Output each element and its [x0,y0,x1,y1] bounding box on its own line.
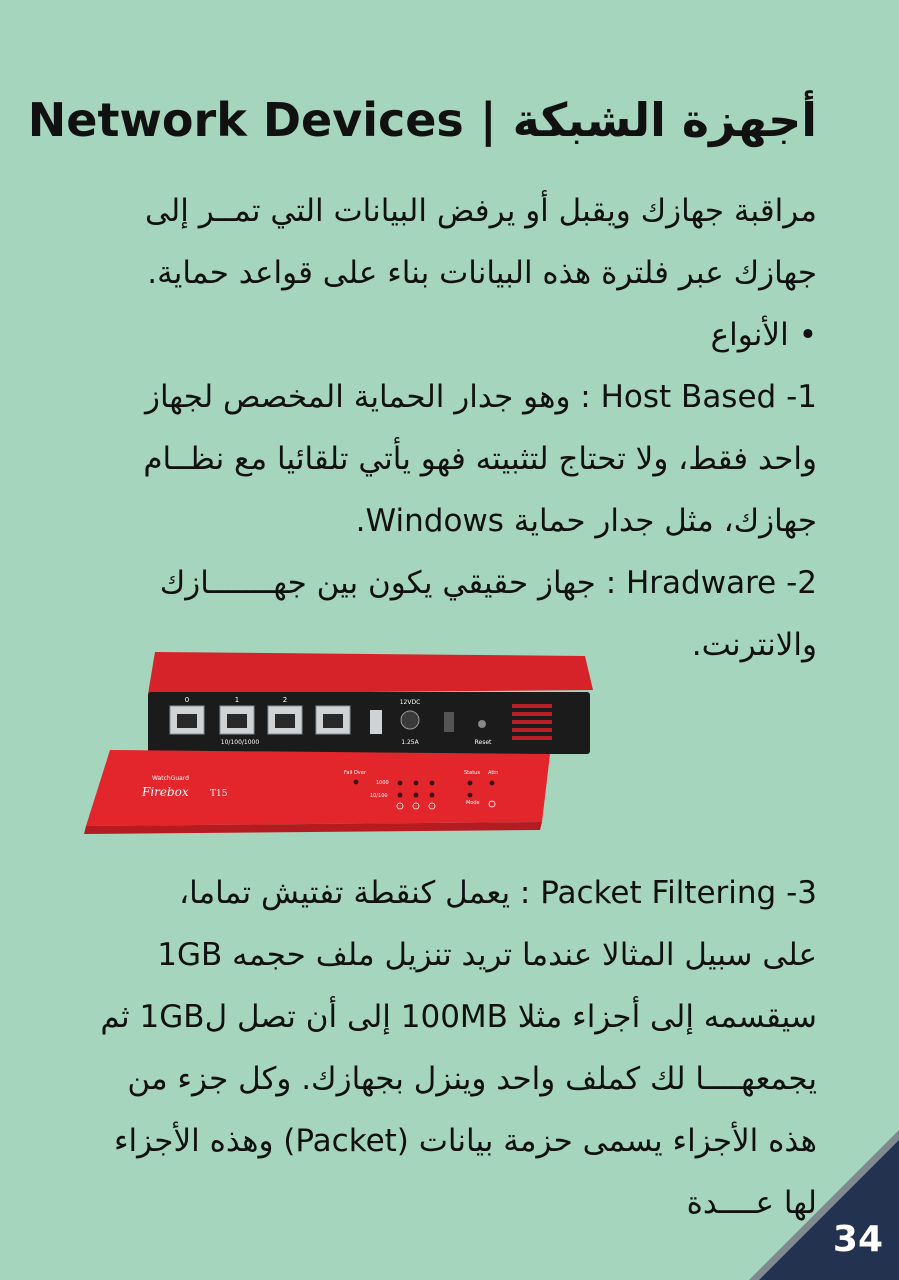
port-speed-label: 10/100/1000 [220,739,260,746]
amp-label: 1.25A [401,739,419,746]
firewall-device-image [80,640,600,840]
led-attn-label: Attn [488,770,499,776]
intro-line-2: جهازك عبر فلترة هذه البيانات بناء على قواعد حماية. [147,255,817,291]
reset-label: Reset [474,739,492,746]
item1-line-2: واحد فقط، ولا تحتاج لتثبيته فهو يأتي تلقائيا مع نظــام [143,441,817,477]
port-label-2: 2 [282,696,288,704]
item1-line-1: 1- Host Based : وهو جدار الحماية المخصص لجهاز [144,379,817,415]
led-status-label: Status [464,770,480,776]
types-heading-line [57,304,817,366]
item3-line-1: 3- Packet Filtering : يعمل كنقطة تفتيش تماما، [179,875,817,911]
item3-line-2: على سبيل المثالا عندما تريد تنزيل ملف حجمه 1GB [157,937,817,973]
led-mode-label: Mode [466,800,480,806]
item3-line-5: هذه الأجزاء يسمى حزمة بيانات (Packet) وهذه الأجزاء [113,1123,817,1159]
item3-line-4: يجمعهــــا لك كملف واحد وينزل بجهازك. وكل جزء من [127,1061,817,1097]
page-number: 34 [832,1219,883,1260]
types-heading: الأنواع [710,317,789,353]
item3-line-3: سيقسمه إلى أجزاء مثلا 100MB إلى أن تصل ل1GB ثم [100,999,817,1035]
page-title: أجهزة الشبكة | Network Devices [27,93,817,147]
body-text-bottom [57,862,817,1234]
item1-line-3: جهازك، مثل جدار حماية Windows. [355,503,817,539]
power-label: 12VDC [399,699,421,706]
bullet-marker: • [798,317,817,353]
brand-small: WatchGuard [152,775,189,782]
item2-line-2: والانترنت. [691,627,817,663]
intro-line-1: مراقبة جهازك ويقبل أو يرفض البيانات التي تمــر إلى [144,193,817,229]
body-text-top [57,180,817,676]
item2-line-1: 2- Hradware : جهاز حقيقي يكون بين جهـــــــازك [159,565,817,601]
led-1000-label: 1000 [376,780,389,786]
port-label-0: 0 [184,696,190,704]
item3-line-6: لها عــــدة [686,1185,817,1221]
port-label-1: 1 [234,696,240,704]
brand-name: Firebox [142,785,189,799]
led-10100-label: 10/100 [370,793,388,799]
model-name: T15 [210,789,228,799]
led-failover-label: Fail Over [344,770,366,776]
